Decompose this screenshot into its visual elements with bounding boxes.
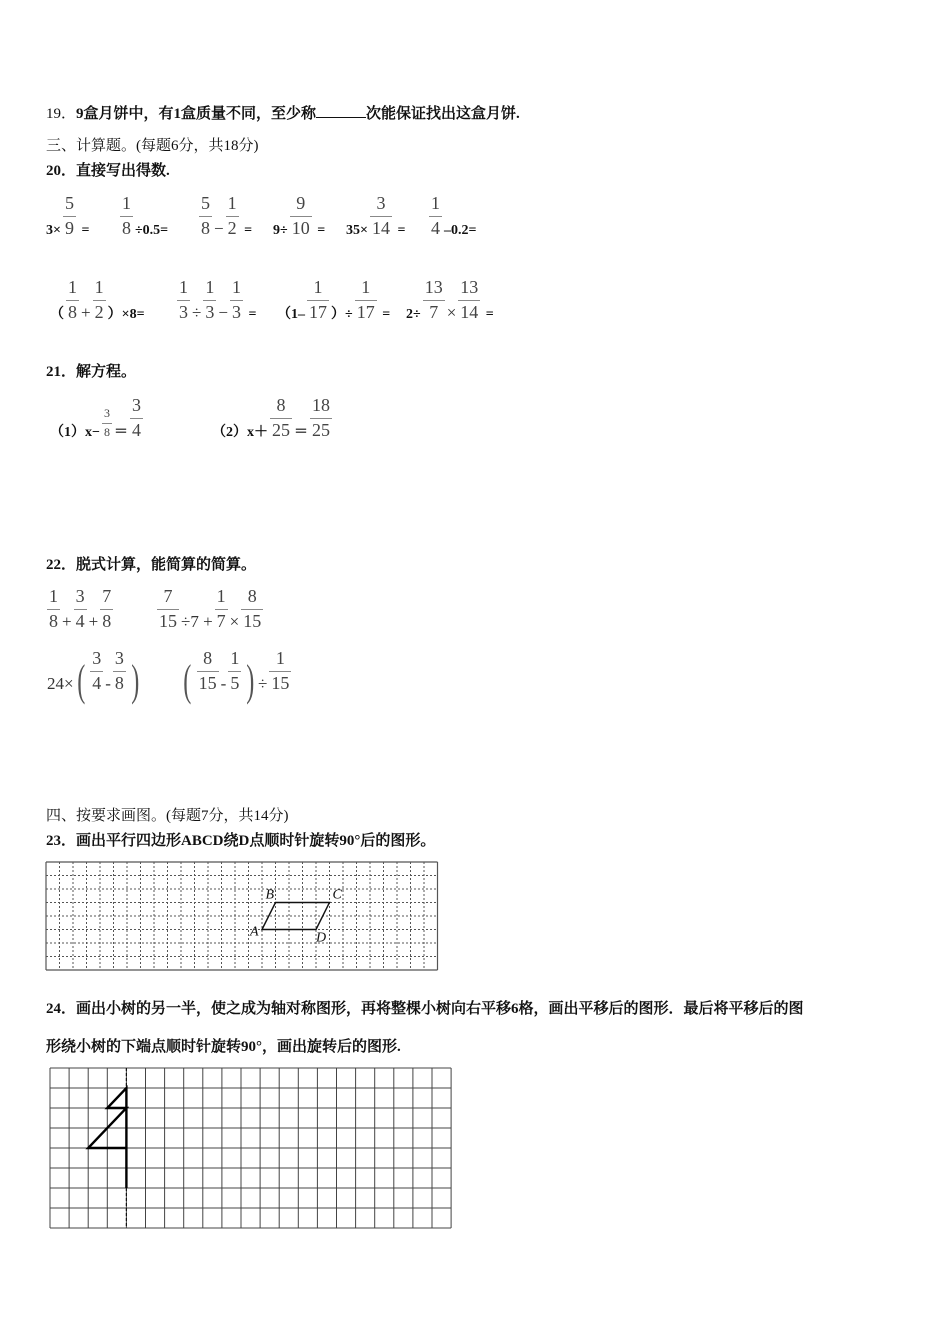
numerator: 3 — [131, 395, 141, 415]
denominator: 15 — [271, 673, 290, 693]
numerator: 7 — [163, 586, 173, 606]
denominator: 8 — [114, 673, 124, 693]
denominator: 8 — [103, 425, 110, 439]
expression — [46, 194, 89, 239]
fraction-bar — [74, 609, 87, 610]
numerator: 8 — [276, 395, 286, 415]
expression — [212, 396, 334, 441]
fraction — [270, 396, 292, 440]
numerator: 1 — [227, 193, 237, 213]
numerator: 3 — [75, 586, 85, 606]
operator-text: 9÷ — [273, 223, 288, 238]
expression — [50, 396, 145, 441]
denominator: 7 — [429, 302, 439, 322]
fraction-bar — [290, 216, 312, 217]
denominator: 7 — [216, 611, 226, 631]
fraction-bar — [66, 300, 79, 301]
operator-text: ）÷ — [331, 307, 353, 322]
denominator: 4 — [131, 420, 141, 440]
expression — [45, 587, 115, 632]
fraction — [458, 278, 480, 322]
denominator: 2 — [227, 218, 237, 238]
fraction-bar — [93, 300, 106, 301]
numerator: 1 — [49, 586, 58, 606]
expression — [155, 587, 265, 632]
expression — [180, 649, 293, 703]
denominator: 17 — [309, 302, 327, 322]
denominator: 4 — [92, 673, 102, 693]
fraction-bar — [230, 300, 243, 301]
fraction — [423, 278, 445, 322]
numerator: 8 — [203, 648, 213, 668]
numerator: 1 — [205, 277, 215, 297]
numerator: 3 — [376, 193, 386, 213]
fraction — [66, 278, 79, 322]
fraction-bar — [63, 216, 76, 217]
fraction — [102, 407, 112, 439]
fraction-bar — [177, 300, 190, 301]
denominator: 8 — [102, 611, 112, 631]
operator-text: − — [218, 303, 228, 322]
fraction-bar — [370, 216, 392, 217]
numerator: 1 — [68, 277, 77, 297]
numerator: 1 — [179, 277, 188, 297]
fraction-bar — [199, 216, 212, 217]
fraction-bar — [310, 418, 332, 419]
fraction — [130, 396, 143, 440]
operator-text: - — [220, 674, 227, 693]
operator-text: 2÷ — [406, 307, 421, 322]
tree-grid[interactable] — [48, 1066, 456, 1232]
vertex-label: B — [265, 887, 275, 903]
fraction — [429, 194, 442, 238]
fraction-bar — [429, 216, 442, 217]
operator-text: 3× — [46, 223, 61, 238]
operator-text: –0.2= — [444, 223, 477, 238]
fraction — [120, 194, 133, 238]
fraction — [269, 649, 291, 693]
operator-text: ÷ — [257, 674, 268, 693]
fraction-bar — [113, 671, 126, 672]
numerator: 7 — [102, 586, 112, 606]
question-21-title: 21．解方程。 — [46, 364, 137, 380]
fraction — [228, 649, 241, 693]
operator-text: ÷ — [192, 303, 202, 322]
fraction-bar — [228, 671, 241, 672]
fraction — [241, 587, 263, 631]
vertex-label: A — [250, 924, 259, 940]
fraction-bar — [102, 423, 112, 424]
expression — [118, 194, 168, 239]
denominator: 3 — [205, 302, 215, 322]
denominator: 25 — [272, 420, 290, 440]
fraction-bar — [458, 300, 480, 301]
operator-text: = — [244, 307, 257, 322]
expression — [277, 278, 390, 323]
numerator: 1 — [94, 277, 104, 297]
operator-text: − — [214, 219, 224, 238]
denominator: 8 — [49, 611, 58, 631]
operator-text: = — [313, 223, 326, 238]
operator-text: + — [62, 612, 72, 631]
fraction — [215, 587, 228, 631]
numerator: 18 — [312, 395, 330, 415]
expression — [427, 194, 476, 239]
denominator: 10 — [291, 218, 310, 238]
expression — [197, 194, 252, 239]
parenthesis: ( — [76, 656, 85, 705]
question-text-end: 次能保证找出这盒月饼. — [366, 106, 520, 122]
denominator: 8 — [68, 302, 77, 322]
numerator: 1 — [230, 648, 240, 668]
question-number: 19． — [46, 106, 77, 122]
numerator: 13 — [460, 277, 479, 297]
fraction-bar — [47, 609, 60, 610]
operator-text: ＝ — [113, 425, 128, 440]
denominator: 9 — [64, 218, 74, 238]
fraction — [93, 278, 106, 322]
operator-text: + — [81, 303, 91, 322]
operator-text: ÷0.5= — [135, 223, 169, 238]
parallelogram-grid[interactable] — [44, 860, 440, 972]
fraction — [230, 278, 243, 322]
operator-text: = — [482, 307, 494, 322]
numerator: 1 — [275, 648, 285, 668]
vertex-label: C — [332, 887, 342, 903]
parenthesis: ) — [131, 656, 140, 705]
denominator: 3 — [179, 302, 188, 322]
fraction — [199, 194, 212, 238]
question-24-line-1: 24．画出小树的另一半，使之成为轴对称图形，再将整棵小树向右平移6格，画出平移后的图形．最后将平移后的图 — [46, 1001, 804, 1017]
denominator: 4 — [431, 218, 440, 238]
fraction-bar — [203, 300, 216, 301]
numerator: 9 — [296, 193, 306, 213]
denominator: 8 — [122, 218, 131, 238]
question-text: 9盒月饼中，有1盒质量不同，至少称 — [76, 106, 317, 122]
operator-text: 35× — [346, 223, 368, 238]
fraction-bar — [226, 216, 239, 217]
fraction — [157, 587, 179, 631]
denominator: 15 — [198, 673, 217, 693]
denominator: 25 — [312, 420, 330, 440]
fraction-bar — [120, 216, 133, 217]
denominator: 17 — [356, 302, 375, 322]
numerator: 8 — [247, 586, 257, 606]
parenthesis: ) — [246, 656, 255, 705]
denominator: 15 — [243, 611, 262, 631]
operator-text: × — [229, 612, 240, 631]
operator-text: （1）x− — [50, 425, 100, 440]
question-23-title: 23．画出平行四边形ABCD绕D点顺时针旋转90°后的图形。 — [46, 833, 436, 849]
question-19 — [46, 103, 520, 124]
numerator: 1 — [231, 277, 241, 297]
fraction — [74, 587, 87, 631]
numerator: 3 — [92, 648, 102, 668]
expression — [406, 278, 494, 323]
numerator: 1 — [431, 193, 440, 213]
fraction-bar — [100, 609, 113, 610]
denominator: 4 — [75, 611, 85, 631]
denominator: 2 — [94, 302, 104, 322]
fraction-bar — [90, 671, 103, 672]
numerator: 1 — [361, 277, 371, 297]
operator-text: = — [378, 307, 391, 322]
vertex-label: D — [316, 930, 327, 946]
expression — [47, 649, 143, 703]
denominator: 5 — [230, 673, 240, 693]
fraction-bar — [307, 300, 329, 301]
fraction — [226, 194, 239, 238]
fraction-bar — [197, 671, 219, 672]
operator-text: ＝ — [294, 425, 308, 440]
operator-text: （ — [50, 307, 64, 322]
denominator: 14 — [371, 218, 390, 238]
fraction-bar — [270, 418, 292, 419]
expression — [273, 194, 325, 239]
operator-text: × — [446, 303, 457, 322]
operator-text: = — [240, 223, 253, 238]
operator-text: + — [88, 612, 99, 631]
fraction — [197, 649, 219, 693]
numerator: 13 — [424, 277, 443, 297]
fraction — [100, 587, 113, 631]
fraction — [113, 649, 126, 693]
fraction — [63, 194, 76, 238]
section-4-heading: 四、按要求画图。(每题7分，共14分) — [46, 808, 289, 824]
operator-text: - — [105, 674, 111, 693]
fraction-bar — [355, 300, 377, 301]
operator-text: = — [393, 223, 406, 238]
fraction — [90, 649, 103, 693]
numerator: 1 — [216, 586, 226, 606]
denominator: 8 — [201, 218, 210, 238]
operator-text: （1– — [277, 307, 305, 322]
expression — [175, 278, 256, 323]
fraction-bar — [423, 300, 445, 301]
fraction-bar — [269, 671, 291, 672]
operator-text: 24× — [47, 674, 74, 693]
fraction — [307, 278, 329, 322]
numerator: 1 — [122, 193, 131, 213]
fraction — [177, 278, 190, 322]
denominator: 14 — [460, 302, 479, 322]
fraction — [355, 278, 377, 322]
question-20-title: 20．直接写出得数. — [46, 163, 170, 179]
numerator: 5 — [201, 193, 210, 213]
fraction — [47, 587, 60, 631]
question-24-line-2: 形绕小树的下端点顺时针旋转90°，画出旋转后的图形. — [46, 1039, 401, 1055]
fraction — [290, 194, 312, 238]
expression — [50, 278, 145, 323]
numerator: 3 — [103, 406, 110, 420]
denominator: 3 — [231, 302, 241, 322]
parenthesis: ( — [183, 656, 192, 705]
fraction — [203, 278, 216, 322]
fraction-bar — [241, 609, 263, 610]
section-3-heading: 三、计算题。(每题6分，共18分) — [46, 138, 259, 154]
denominator: 15 — [159, 611, 177, 631]
fraction-bar — [130, 418, 143, 419]
expression — [346, 194, 405, 239]
operator-text: ）×8= — [107, 307, 145, 322]
operator-text: = — [77, 223, 90, 238]
fraction — [310, 396, 332, 440]
answer-blank[interactable] — [316, 103, 366, 118]
fraction-bar — [157, 609, 179, 610]
numerator: 3 — [114, 648, 124, 668]
numerator: 1 — [313, 277, 323, 297]
question-22-title: 22．脱式计算，能简算的简算。 — [46, 557, 257, 573]
fraction-bar — [215, 609, 228, 610]
operator-text: （2）x＋ — [212, 425, 268, 440]
operator-text: ÷7 + — [181, 612, 213, 631]
fraction — [370, 194, 392, 238]
numerator: 5 — [64, 193, 74, 213]
